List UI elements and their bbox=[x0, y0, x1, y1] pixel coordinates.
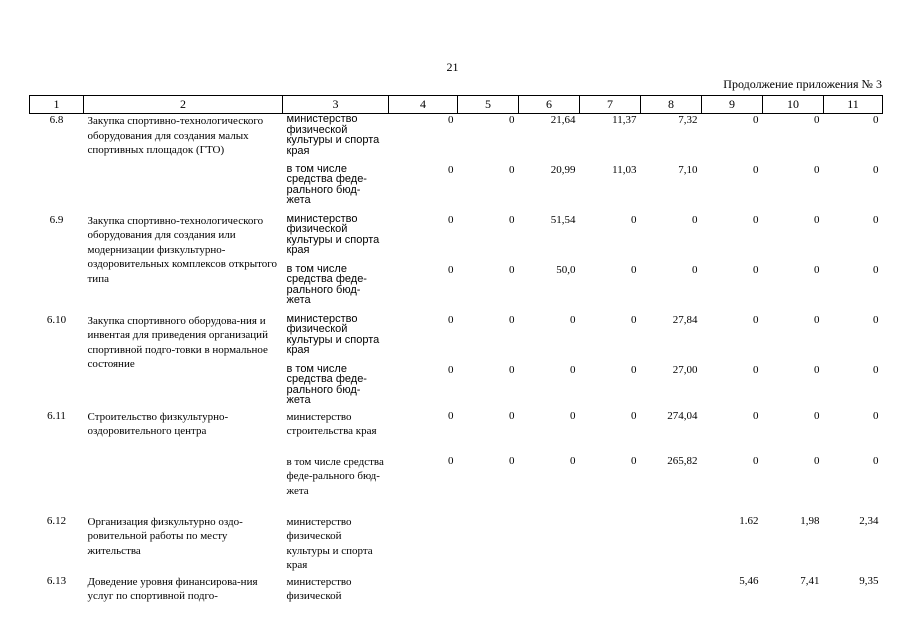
row-dept: в том числе средства феде-рального бюд-жета bbox=[286, 455, 384, 497]
cell-value: 50,0 bbox=[556, 263, 576, 276]
row-number: 6.10 bbox=[46, 313, 67, 326]
cell-value: 0 bbox=[873, 454, 879, 467]
table-row bbox=[30, 515, 883, 575]
cell-value: 7,10 bbox=[678, 163, 698, 176]
cell-value: 0 bbox=[814, 409, 820, 422]
column-header: 3 bbox=[283, 96, 389, 114]
row-number: 6.8 bbox=[49, 114, 64, 126]
column-header: 4 bbox=[389, 96, 458, 114]
cell-value: 0 bbox=[570, 313, 576, 326]
column-header: 1 bbox=[30, 96, 84, 114]
cell-value: 0 bbox=[814, 213, 820, 226]
row-name: Закупка спортивно-технологического оборудования для создания малых спортивных площадок (ГТО) bbox=[87, 115, 264, 157]
cell-value: 0 bbox=[509, 409, 515, 422]
cell-value bbox=[389, 515, 458, 575]
cell-value bbox=[641, 575, 702, 607]
cell-value: 0 bbox=[814, 114, 820, 126]
cell-value: 0 bbox=[692, 213, 698, 226]
cell-value bbox=[458, 515, 519, 575]
budget-table bbox=[29, 95, 883, 607]
cell-value: 0 bbox=[448, 163, 454, 176]
table-row bbox=[30, 214, 883, 264]
cell-value: 27,00 bbox=[672, 363, 698, 376]
row-dept: в том числе средства феде-рального бюд-жета bbox=[286, 162, 367, 207]
row-dept: министерство физической культуры и спорта края bbox=[286, 515, 373, 572]
cell-value bbox=[389, 575, 458, 607]
table-row bbox=[30, 114, 883, 164]
cell-value: 20,99 bbox=[550, 163, 576, 176]
row-number: 6.12 bbox=[46, 514, 67, 527]
cell-value: 7,32 bbox=[678, 114, 698, 126]
continuation-note: Продолжение приложения № 3 bbox=[723, 77, 882, 91]
table-row bbox=[30, 575, 883, 607]
column-header: 7 bbox=[580, 96, 641, 114]
column-header: 11 bbox=[824, 96, 883, 114]
cell-value: 265,82 bbox=[667, 454, 698, 467]
cell-value: 0 bbox=[509, 263, 515, 276]
cell-value: 7,41 bbox=[800, 574, 820, 587]
cell-value: 0 bbox=[509, 213, 515, 226]
cell-value: 2,34 bbox=[859, 514, 879, 527]
cell-value: 0 bbox=[753, 313, 759, 326]
cell-value: 0 bbox=[509, 114, 515, 126]
row-dept: министерство физической культуры и спорта края bbox=[286, 212, 380, 257]
cell-value bbox=[641, 515, 702, 575]
cell-value: 0 bbox=[570, 454, 576, 467]
row-name: Организация физкультурно оздо-ровительной работы по месту жительства bbox=[87, 515, 243, 557]
column-header: 2 bbox=[84, 96, 283, 114]
header-row bbox=[30, 96, 883, 114]
cell-value: 11,03 bbox=[612, 163, 637, 176]
cell-value: 0 bbox=[753, 263, 759, 276]
cell-value: 9,35 bbox=[859, 574, 879, 587]
cell-value bbox=[519, 575, 580, 607]
cell-value: 0 bbox=[448, 213, 454, 226]
cell-value: 0 bbox=[873, 409, 879, 422]
row-dept: министерство физической культуры и спорта края bbox=[286, 113, 380, 157]
cell-value: 11,37 bbox=[612, 114, 637, 126]
cell-value: 0 bbox=[753, 114, 759, 126]
cell-value bbox=[580, 575, 641, 607]
column-header: 9 bbox=[702, 96, 763, 114]
cell-value: 0 bbox=[631, 263, 637, 276]
cell-value: 51,54 bbox=[550, 213, 576, 226]
cell-value: 1,98 bbox=[800, 514, 820, 527]
row-dept: в том числе средства феде-рального бюд-жета bbox=[286, 262, 367, 307]
column-header: 6 bbox=[519, 96, 580, 114]
cell-value: 0 bbox=[753, 163, 759, 176]
cell-value: 0 bbox=[448, 454, 454, 467]
column-header: 5 bbox=[458, 96, 519, 114]
cell-value: 0 bbox=[631, 363, 637, 376]
cell-value: 0 bbox=[448, 409, 454, 422]
row-dept: министерство физической культуры и спорта края bbox=[286, 312, 380, 357]
cell-value: 0 bbox=[753, 409, 759, 422]
cell-value: 0 bbox=[509, 363, 515, 376]
cell-value: 0 bbox=[814, 313, 820, 326]
cell-value: 0 bbox=[873, 163, 879, 176]
cell-value: 0 bbox=[509, 313, 515, 326]
cell-value: 0 bbox=[509, 454, 515, 467]
row-name: Доведение уровня финансирова-ния услуг по спортивной подго- bbox=[87, 575, 258, 603]
table-row bbox=[30, 410, 883, 455]
cell-value: 0 bbox=[873, 114, 879, 126]
cell-value: 21,64 bbox=[550, 114, 576, 126]
cell-value: 0 bbox=[692, 263, 698, 276]
cell-value: 0 bbox=[448, 313, 454, 326]
cell-value bbox=[580, 515, 641, 575]
cell-value: 0 bbox=[448, 263, 454, 276]
row-name: Закупка спортивного оборудова-ния и инвентая для приведения организаций спортивной подго-товки в нормальное состояние bbox=[87, 314, 268, 371]
column-header: 10 bbox=[763, 96, 824, 114]
cell-value: 0 bbox=[753, 213, 759, 226]
cell-value: 0 bbox=[873, 263, 879, 276]
cell-value: 0 bbox=[814, 454, 820, 467]
cell-value: 0 bbox=[570, 409, 576, 422]
cell-value: 0 bbox=[873, 213, 879, 226]
row-name: Строительство физкультурно-оздоровительного центра bbox=[87, 410, 229, 438]
cell-value: 0 bbox=[753, 454, 759, 467]
cell-value: 0 bbox=[814, 163, 820, 176]
row-dept: министерство физической bbox=[286, 575, 352, 603]
cell-value: 0 bbox=[631, 313, 637, 326]
cell-value: 0 bbox=[814, 263, 820, 276]
cell-value: 0 bbox=[873, 313, 879, 326]
row-number: 6.11 bbox=[47, 409, 66, 422]
row-name: Закупка спортивно-технологического оборудования для создания или модернизации физкультурно-оздоровительных комплексов открытого типа bbox=[87, 214, 278, 285]
cell-value: 0 bbox=[570, 363, 576, 376]
cell-value: 1.62 bbox=[739, 514, 759, 527]
cell-value: 0 bbox=[448, 114, 454, 126]
cell-value: 0 bbox=[873, 363, 879, 376]
cell-value: 0 bbox=[631, 213, 637, 226]
cell-value bbox=[458, 575, 519, 607]
cell-value: 0 bbox=[631, 409, 637, 422]
cell-value: 5,46 bbox=[739, 574, 759, 587]
cell-value: 274,04 bbox=[667, 409, 698, 422]
cell-value: 27,84 bbox=[672, 313, 698, 326]
row-number: 6.9 bbox=[49, 213, 64, 226]
column-header: 8 bbox=[641, 96, 702, 114]
page-number: 21 bbox=[446, 60, 459, 74]
cell-value: 0 bbox=[509, 163, 515, 176]
cell-value bbox=[519, 515, 580, 575]
table-row bbox=[30, 314, 883, 364]
cell-value: 0 bbox=[631, 454, 637, 467]
cell-value: 0 bbox=[814, 363, 820, 376]
row-dept: министерство строительства края bbox=[286, 410, 377, 438]
cell-value: 0 bbox=[448, 363, 454, 376]
cell-value: 0 bbox=[753, 363, 759, 376]
row-dept: в том числе средства феде-рального бюд-жета bbox=[286, 362, 367, 407]
row-number: 6.13 bbox=[46, 574, 67, 587]
